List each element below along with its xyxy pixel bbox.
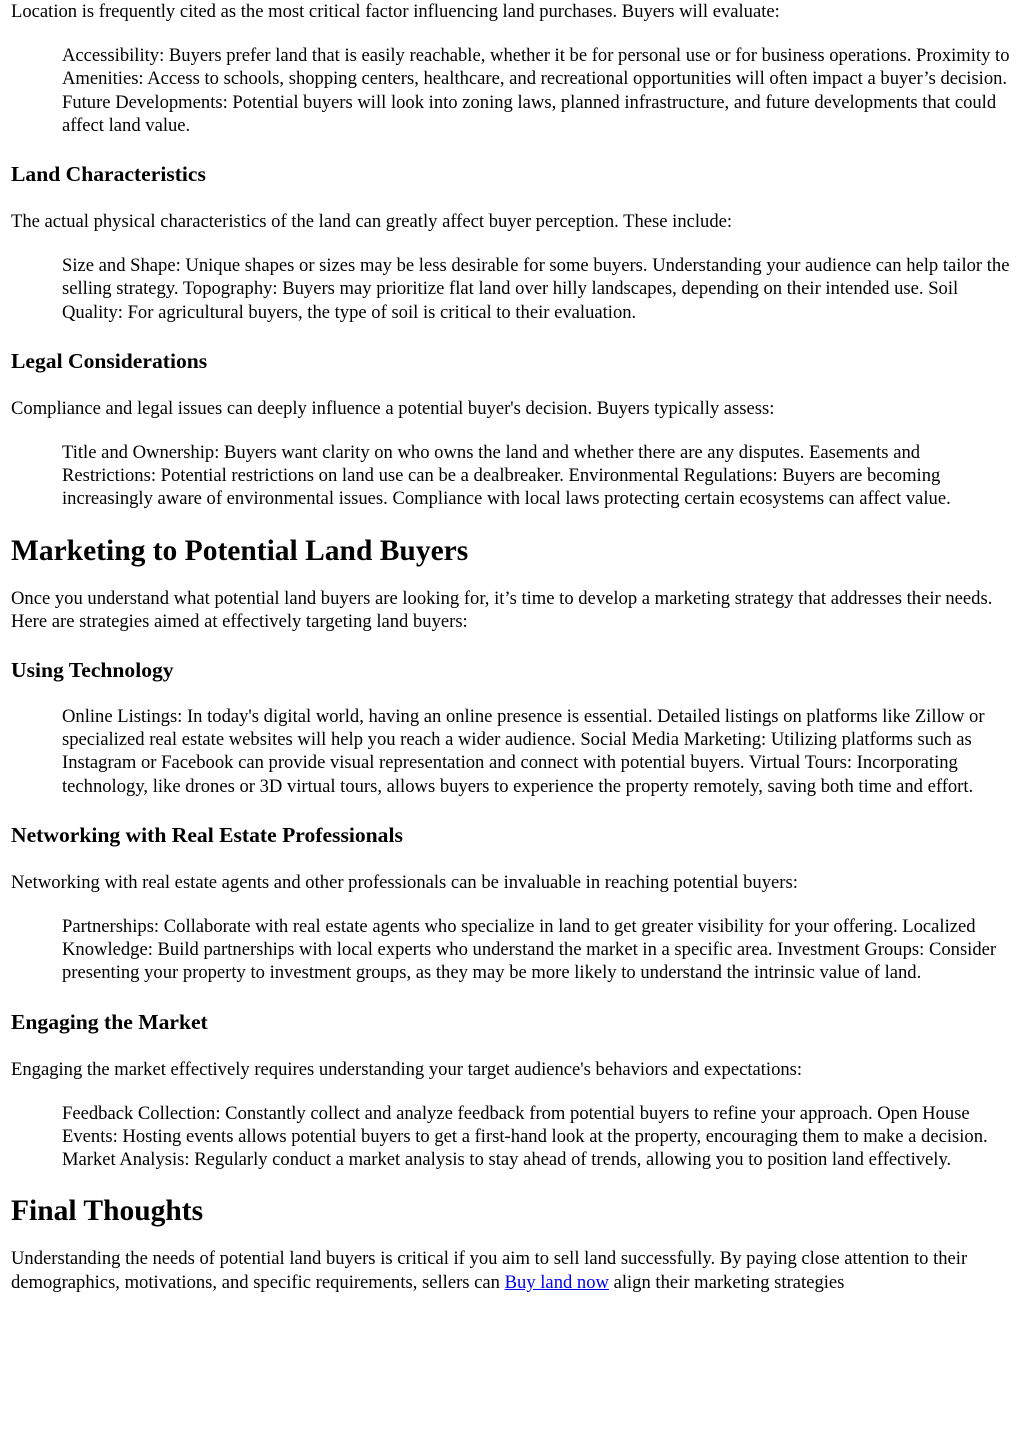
- heading-final-thoughts: Final Thoughts: [11, 1195, 204, 1228]
- technology-points: Online Listings: In today's digital world, having an online presence is essential. Detailed listings on platforms like Zillow or specialized real estate websites will help you reach a wider audience. Social Media Marketing: Utilizing platforms such as Instagram or Facebook can provide visual representation and connect with potential buyers. Virtual Tours: Incorporating technology, like drones or 3D virtual tours, allows buyers to experience the property remotely, saving both time and effort.: [62, 706, 985, 797]
- location-points: Accessibility: Buyers prefer land that is easily reachable, whether it be for personal use or for business operations. Proximity to Amenities: Access to schools, shopping centers, healthcare, and recreational opportunities will often impact a buyer’s decision. Future Developments: Potential buyers will look into zoning laws, planned infrastructure, and future developments that could affect land value.: [62, 45, 1010, 136]
- land-characteristics-intro: The actual physical characteristics of the land can greatly affect buyer perception. These include:: [11, 211, 733, 233]
- networking-points: Partnerships: Collaborate with real estate agents who specialize in land to get greater visibility for your offering. Localized Knowledge: Build partnerships with local experts who understand the market in a specific area. Investment Groups: Consider presenting your property to investment groups, as they may be more likely to understand the intrinsic value of land.: [62, 916, 997, 984]
- final-text-before: Understanding the needs of potential land buyers is critical if you aim to sell land successfully. By paying close attention to their demographics, motivations, and specific requirements, sellers can: [11, 1248, 968, 1293]
- heading-legal-considerations: Legal Considerations: [11, 348, 208, 373]
- engaging-intro: Engaging the market effectively requires understanding your target audience's behaviors and expectations:: [11, 1058, 803, 1080]
- heading-land-characteristics: Land Characteristics: [11, 162, 206, 187]
- location-intro: Location is frequently cited as the most critical factor influencing land purchases. Buyers will evaluate:: [11, 1, 780, 22]
- heading-engaging-market: Engaging the Market: [11, 1009, 208, 1034]
- final-paragraph: [11, 1247, 1013, 1293]
- buy-land-now-link[interactable]: Buy land now: [504, 1271, 609, 1293]
- heading-using-technology: Using Technology: [11, 658, 174, 683]
- engaging-points: Feedback Collection: Constantly collect and analyze feedback from potential buyers to refine your approach. Open House Events: Hosting events allows potential buyers to get a first-hand look at the property, encouraging them to make a decision. Market Analysis: Regularly conduct a market analysis to stay ahead of trends, allowing you to position land effectively.: [62, 1102, 988, 1171]
- legal-points: Title and Ownership: Buyers want clarity on who owns the land and whether there are any disputes. Easements and Restrictions: Potential restrictions on land use can be a dealbreaker. Environmental Regulations: Buyers are becoming increasingly aware of environmental issues. Compliance with local laws protecting certain ecosystems can affect value.: [62, 442, 951, 510]
- legal-intro: Compliance and legal issues can deeply influence a potential buyer's decision. Buyers typically assess:: [11, 397, 775, 419]
- final-text-after: align their marketing strategies: [608, 1271, 845, 1293]
- heading-marketing: Marketing to Potential Land Buyers: [11, 534, 469, 567]
- networking-intro: Networking with real estate agents and other professionals can be invaluable in reaching potential buyers:: [11, 871, 798, 893]
- marketing-intro: Once you understand what potential land buyers are looking for, it’s time to develop a marketing strategy that addresses their needs. Here are strategies aimed at effectively targeting land buyers:: [11, 587, 993, 632]
- heading-networking: Networking with Real Estate Professionals: [11, 822, 403, 847]
- land-characteristics-points: Size and Shape: Unique shapes or sizes may be less desirable for some buyers. Understanding your audience can help tailor the selling strategy. Topography: Buyers may prioritize flat land over hilly landscapes, depending on their intended use. Soil Quality: For agricultural buyers, the type of soil is critical to their evaluation.: [62, 255, 1010, 323]
- article-body: [11, 0, 1013, 1294]
